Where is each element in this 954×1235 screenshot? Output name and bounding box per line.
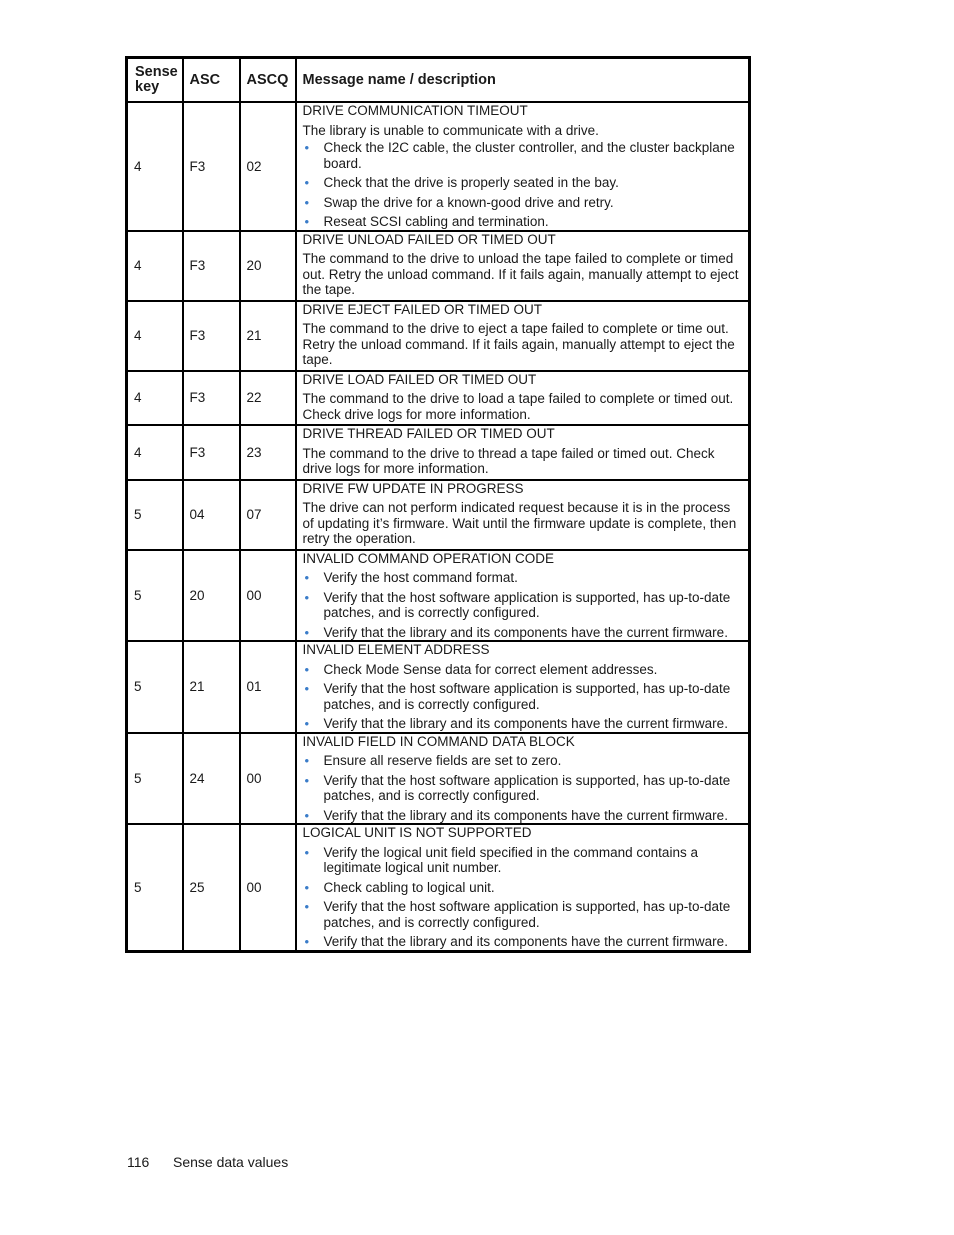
header-message: Message name / description: [296, 58, 750, 103]
list-item-text: Verify that the host software application is supported, has up-to-date patches, and is correctly configured.: [323, 681, 731, 712]
message-description: The drive can not perform indicated request because it is in the process of updating it’s firmware. Wait until the firmware update is complete, then retry the operation.: [302, 500, 737, 546]
list-item: [303, 753, 743, 769]
sense-key-cell: 4: [127, 301, 183, 371]
ascq-cell: 01: [240, 641, 296, 733]
header-ascq: ASCQ: [240, 58, 296, 103]
message-title: DRIVE THREAD FAILED OR TIMED OUT: [302, 426, 555, 441]
ascq-cell: 22: [240, 371, 296, 426]
list-item: [303, 681, 743, 712]
sense-key-cell: 4: [127, 102, 183, 231]
bullet-dot-icon: •: [304, 899, 310, 914]
list-item: [303, 662, 743, 678]
list-item: [303, 625, 743, 641]
list-item-text: Check Mode Sense data for correct element addresses.: [323, 661, 658, 677]
message-cell: [296, 301, 750, 371]
action-list: [303, 753, 743, 823]
list-item-text: Verify the logical unit field specified in the command contains a legitimate logical unit number.: [323, 844, 698, 875]
sense-key-cell: 5: [127, 641, 183, 733]
ascq-cell: 21: [240, 301, 296, 371]
table-body: [127, 102, 750, 951]
bullet-dot-icon: •: [304, 753, 310, 768]
sense-data-table: [125, 56, 751, 953]
bullet-dot-icon: •: [304, 716, 310, 731]
table-row: [127, 371, 750, 426]
message-title: INVALID ELEMENT ADDRESS: [302, 642, 490, 657]
table-row: [127, 425, 750, 480]
message-cell: [296, 231, 750, 301]
asc-cell: 21: [183, 641, 240, 733]
message-cell: [296, 824, 750, 951]
list-item-text: Check cabling to logical unit.: [323, 879, 495, 895]
action-list: [303, 845, 743, 950]
list-item: [303, 773, 743, 804]
sense-key-cell: 4: [127, 425, 183, 480]
header-sense-key: Sense key: [127, 58, 183, 103]
message-title: INVALID FIELD IN COMMAND DATA BLOCK: [302, 733, 575, 749]
bullet-dot-icon: •: [304, 175, 310, 190]
message-cell: [296, 102, 750, 231]
asc-cell: 25: [183, 824, 240, 951]
message-cell: [296, 371, 750, 426]
message-title: DRIVE COMMUNICATION TIMEOUT: [302, 103, 528, 118]
header-asc: ASC: [183, 58, 240, 103]
table-row: [127, 102, 750, 231]
list-item-text: Swap the drive for a known-good drive and retry.: [323, 194, 614, 210]
list-item: [303, 175, 743, 191]
action-list: [303, 570, 743, 640]
list-item-text: Check the I2C cable, the cluster controller, and the cluster backplane board.: [323, 140, 735, 171]
section-title: Sense data values: [173, 1154, 289, 1170]
page-number: 116: [127, 1154, 150, 1170]
sense-key-cell: 5: [127, 824, 183, 951]
action-list: [303, 662, 743, 732]
bullet-dot-icon: •: [304, 772, 310, 788]
message-description: The command to the drive to unload the tape failed to complete or timed out. Retry the unload command. If it fails again, manually attempt to eject the tape.: [302, 251, 739, 297]
message-cell: [296, 641, 750, 733]
list-item-text: Ensure all reserve fields are set to zero.: [323, 753, 562, 768]
list-item: [303, 570, 743, 586]
bullet-dot-icon: •: [304, 589, 310, 605]
list-item-text: Verify that the library and its components have the current firmware.: [323, 624, 728, 640]
list-item: [303, 899, 743, 930]
message-cell: [296, 550, 750, 642]
bullet-dot-icon: •: [304, 194, 310, 210]
bullet-dot-icon: •: [304, 570, 310, 585]
asc-cell: F3: [183, 301, 240, 371]
list-item: [303, 880, 743, 896]
table-row: [127, 733, 750, 825]
list-item: [303, 590, 743, 621]
bullet-dot-icon: •: [304, 214, 310, 229]
table-row: [127, 480, 750, 550]
sense-key-cell: 4: [127, 231, 183, 301]
message-description: The command to the drive to load a tape failed to complete or timed out. Check drive logs for more information.: [302, 391, 734, 422]
message-title: DRIVE EJECT FAILED OR TIMED OUT: [302, 301, 543, 317]
asc-cell: 04: [183, 480, 240, 550]
table-row: [127, 824, 750, 951]
list-item-text: Verify that the library and its components have the current firmware.: [323, 807, 728, 823]
list-item: [303, 934, 743, 950]
list-item: [303, 140, 743, 171]
bullet-dot-icon: •: [304, 934, 310, 949]
list-item-text: Verify that the host software application is supported, has up-to-date patches, and is correctly configured.: [323, 589, 731, 620]
page-footer: [127, 1154, 288, 1170]
ascq-cell: 23: [240, 425, 296, 480]
bullet-dot-icon: •: [304, 661, 310, 677]
ascq-cell: 02: [240, 102, 296, 231]
message-title: DRIVE FW UPDATE IN PROGRESS: [302, 480, 524, 496]
list-item-text: Verify that the host software application is supported, has up-to-date patches, and is correctly configured.: [323, 772, 731, 803]
action-list: [303, 140, 743, 230]
message-title: DRIVE LOAD FAILED OR TIMED OUT: [302, 371, 537, 387]
sense-key-cell: 5: [127, 550, 183, 642]
ascq-cell: 07: [240, 480, 296, 550]
ascq-cell: 20: [240, 231, 296, 301]
ascq-cell: 00: [240, 550, 296, 642]
asc-cell: 20: [183, 550, 240, 642]
message-cell: [296, 425, 750, 480]
sense-key-cell: 4: [127, 371, 183, 426]
list-item-text: Verify that the library and its components have the current firmware.: [323, 934, 728, 949]
bullet-dot-icon: •: [304, 807, 310, 823]
message-cell: [296, 480, 750, 550]
bullet-dot-icon: •: [304, 681, 310, 696]
asc-cell: F3: [183, 425, 240, 480]
message-title: INVALID COMMAND OPERATION CODE: [302, 550, 555, 566]
message-title: LOGICAL UNIT IS NOT SUPPORTED: [302, 825, 532, 840]
bullet-dot-icon: •: [304, 844, 310, 860]
table-row: [127, 231, 750, 301]
bullet-dot-icon: •: [304, 140, 310, 155]
list-item-text: Verify that the host software application is supported, has up-to-date patches, and is correctly configured.: [323, 899, 731, 930]
list-item-text: Reseat SCSI cabling and termination.: [323, 214, 549, 229]
message-description: The library is unable to communicate with a drive.: [302, 122, 599, 138]
asc-cell: F3: [183, 371, 240, 426]
sense-key-cell: 5: [127, 480, 183, 550]
list-item: [303, 845, 743, 876]
ascq-cell: 00: [240, 733, 296, 825]
message-description: The command to the drive to thread a tape failed or timed out. Check drive logs for more information.: [302, 445, 715, 476]
table-header-row: [127, 58, 750, 103]
table-row: [127, 641, 750, 733]
list-item: [303, 195, 743, 211]
table-row: [127, 301, 750, 371]
list-item: [303, 214, 743, 230]
sense-key-cell: 5: [127, 733, 183, 825]
asc-cell: 24: [183, 733, 240, 825]
list-item: [303, 716, 743, 732]
list-item: [303, 808, 743, 824]
ascq-cell: 00: [240, 824, 296, 951]
list-item-text: Verify the host command format.: [323, 570, 518, 585]
message-title: DRIVE UNLOAD FAILED OR TIMED OUT: [302, 231, 556, 247]
bullet-dot-icon: •: [304, 879, 310, 895]
list-item-text: Verify that the library and its components have the current firmware.: [323, 716, 728, 731]
asc-cell: F3: [183, 231, 240, 301]
message-cell: [296, 733, 750, 825]
list-item-text: Check that the drive is properly seated in the bay.: [323, 175, 619, 190]
message-description: The command to the drive to eject a tape failed to complete or time out. Retry the unload command. If it fails again, manually attempt to eject the tape.: [302, 321, 735, 367]
table-row: [127, 550, 750, 642]
bullet-dot-icon: •: [304, 624, 310, 640]
asc-cell: F3: [183, 102, 240, 231]
